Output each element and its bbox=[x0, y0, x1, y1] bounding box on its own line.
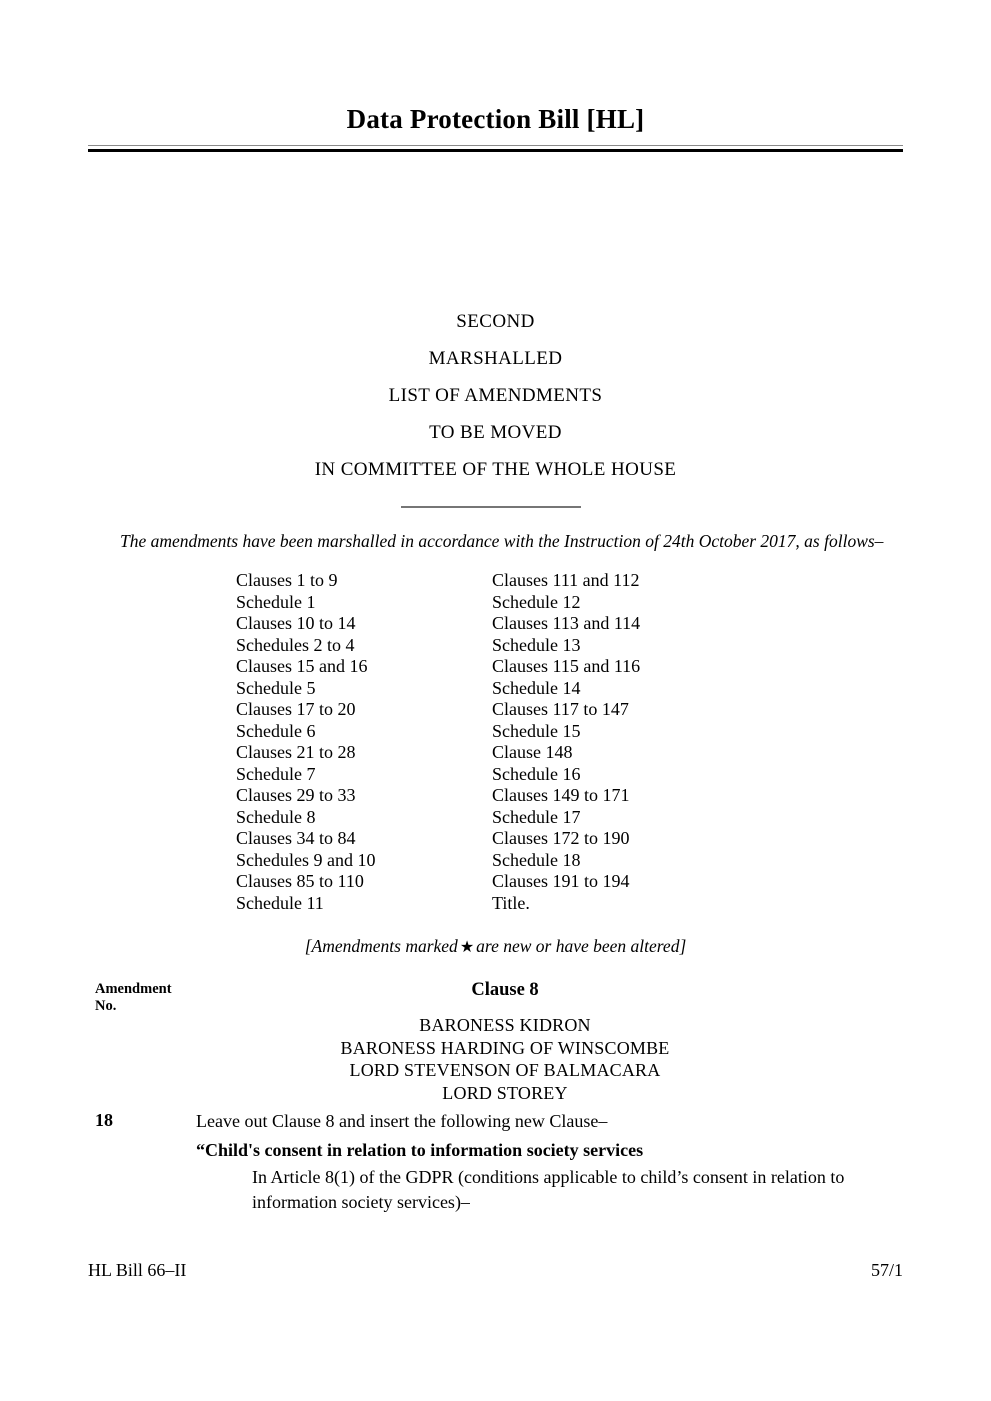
instruction-paragraph: The amendments have been marshalled in accordance with the Instruction of 24th October 2017, as follows– bbox=[120, 531, 884, 551]
clause-contents-list bbox=[236, 570, 796, 914]
list-item: Clauses 115 and 116 bbox=[492, 656, 641, 676]
title-divider bbox=[88, 145, 903, 152]
list-item: Schedule 8 bbox=[236, 806, 316, 827]
list-item: Clauses 29 to 33 bbox=[236, 785, 356, 805]
star-note-suffix: are new or have been altered] bbox=[476, 936, 687, 956]
title-divider-thick-rule bbox=[88, 149, 903, 152]
page-title: Data Protection Bill [HL] bbox=[346, 104, 645, 134]
list-item: Schedules 2 to 4 bbox=[236, 634, 355, 655]
clause-list-left-column bbox=[236, 570, 492, 914]
list-item: Schedule 11 bbox=[236, 892, 324, 913]
amendment-no-column-label bbox=[95, 981, 172, 1015]
list-item: Clauses 34 to 84 bbox=[236, 828, 356, 848]
list-item: Schedule 17 bbox=[492, 806, 581, 827]
heading-line-2: MARSHALLED bbox=[428, 348, 563, 369]
clause-list-right-column bbox=[492, 570, 748, 914]
list-item: Clauses 172 to 190 bbox=[492, 828, 630, 848]
list-item: Clauses 111 and 112 bbox=[492, 570, 640, 590]
amendment-new-clause-heading: “Child's consent in relation to information society services bbox=[196, 1140, 644, 1160]
list-item: Clauses 15 and 16 bbox=[236, 656, 368, 676]
list-item: Clauses 85 to 110 bbox=[236, 871, 364, 891]
heading-line-5: IN COMMITTEE OF THE WHOLE HOUSE bbox=[314, 459, 677, 480]
amendment-no-label-line1: Amendment bbox=[95, 981, 172, 997]
list-item: Schedule 14 bbox=[492, 677, 581, 698]
list-item: Schedule 6 bbox=[236, 720, 316, 741]
list-item: Schedule 16 bbox=[492, 763, 581, 784]
amendment-no-label-line2: No. bbox=[95, 998, 117, 1014]
document-heading-block bbox=[88, 303, 903, 488]
star-note-prefix: [Amendments marked bbox=[304, 936, 458, 956]
heading-line-3: LIST OF AMENDMENTS bbox=[388, 385, 603, 406]
amendment-lead-text: Leave out Clause 8 and insert the following new Clause– bbox=[196, 1111, 608, 1131]
list-item: Clauses 17 to 20 bbox=[236, 699, 356, 719]
footer-page-number: 57/1 bbox=[870, 1260, 903, 1280]
list-item: Schedule 13 bbox=[492, 634, 581, 655]
list-item: Clause 148 bbox=[492, 742, 573, 762]
list-item: Schedule 12 bbox=[492, 591, 581, 612]
list-item: Clauses 117 to 147 bbox=[492, 699, 629, 719]
list-item: Schedule 18 bbox=[492, 849, 581, 870]
star-legend-note bbox=[88, 936, 903, 957]
list-item: Clauses 1 to 9 bbox=[236, 570, 338, 590]
list-item: Clauses 113 and 114 bbox=[492, 613, 641, 633]
list-item: Clauses 191 to 194 bbox=[492, 871, 630, 891]
sponsor-name: BARONESS HARDING OF WINSCOMBE bbox=[340, 1037, 670, 1058]
list-item: Schedules 9 and 10 bbox=[236, 849, 376, 870]
list-item: Clauses 21 to 28 bbox=[236, 742, 356, 762]
list-item: Schedule 7 bbox=[236, 763, 316, 784]
heading-section-rule bbox=[401, 506, 581, 508]
sponsor-name: LORD STOREY bbox=[442, 1082, 568, 1103]
list-item: Clauses 10 to 14 bbox=[236, 613, 356, 633]
sponsor-name: BARONESS KIDRON bbox=[419, 1015, 591, 1035]
star-icon: ★ bbox=[459, 939, 475, 956]
heading-line-4: TO BE MOVED bbox=[429, 422, 562, 443]
list-item: Clauses 149 to 171 bbox=[492, 785, 630, 805]
clause-section-heading: Clause 8 bbox=[471, 980, 539, 1000]
heading-line-1: SECOND bbox=[456, 311, 535, 332]
footer-bill-reference: HL Bill 66–II bbox=[88, 1260, 187, 1280]
amendment-number: 18 bbox=[95, 1110, 113, 1130]
list-item: Schedule 1 bbox=[236, 591, 316, 612]
sponsor-name: LORD STEVENSON OF BALMACARA bbox=[349, 1060, 661, 1080]
sponsor-list bbox=[195, 1014, 815, 1104]
list-item: Schedule 5 bbox=[236, 677, 316, 698]
list-item: Schedule 15 bbox=[492, 720, 581, 741]
page-footer bbox=[88, 1260, 903, 1281]
amendment-body-paragraph: In Article 8(1) of the GDPR (conditions applicable to child’s consent in relation to information society services)– bbox=[252, 1167, 845, 1212]
list-item: Title. bbox=[492, 892, 530, 913]
